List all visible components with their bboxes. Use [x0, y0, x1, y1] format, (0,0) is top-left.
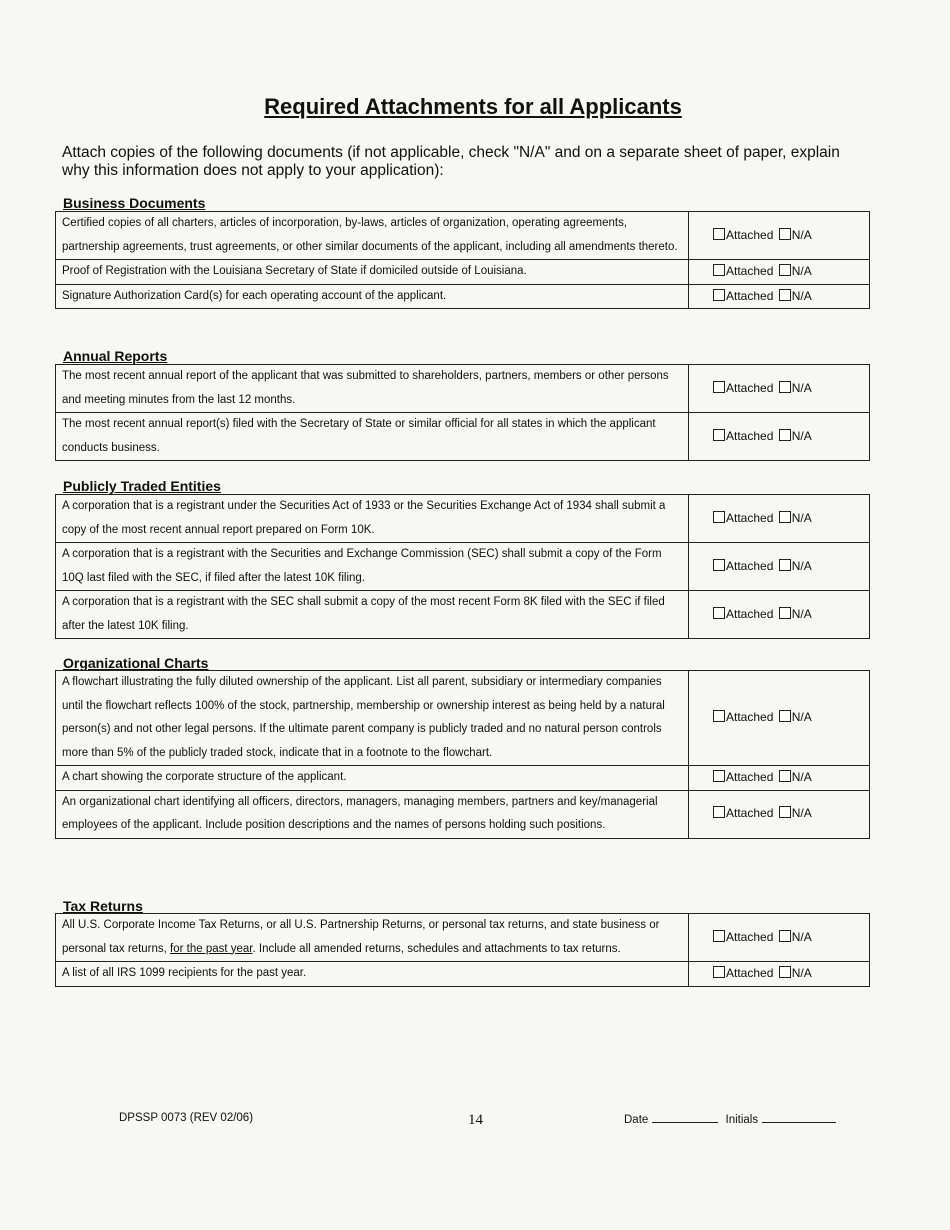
initials-line[interactable]	[762, 1112, 836, 1123]
row-description: A corporation that is a registrant with the Securities and Exchange Commission (SEC) shall submit a copy of the Form 10Q last filed with the SEC, if filed after the latest 10K filing.	[56, 543, 689, 591]
na-checkbox[interactable]	[779, 429, 791, 441]
checkbox-cell	[689, 212, 870, 260]
checkbox-cell	[689, 365, 870, 413]
na-checkbox[interactable]	[779, 806, 791, 818]
row-description: A chart showing the corporate structure of the applicant.	[56, 766, 689, 791]
table-row	[56, 591, 870, 639]
checkbox-cell	[689, 671, 870, 766]
attached-checkbox[interactable]	[713, 770, 725, 782]
row-description: A flowchart illustrating the fully diluted ownership of the applicant. List all parent, subsidiary or intermediary companies until the flowchart reflects 100% of the stock, partnership, membership or ownership interest as being held by a natural person(s) and not other legal persons. If the ultimate parent company is publicly traded and no natural person controls more than 5% of the publicly traded stock, indicate that in a footnote to the flowchart.	[56, 671, 689, 766]
intro-instructions: Attach copies of the following documents (if not applicable, check "N/A" and on a separate sheet of paper, explain why this information does not apply to your application):	[62, 144, 840, 179]
na-checkbox[interactable]	[779, 559, 791, 571]
row-text-after: . Include all amended returns, schedules and attachments to tax returns.	[252, 942, 621, 955]
annual-reports-table	[55, 364, 870, 461]
business-documents-table	[55, 211, 870, 309]
checkbox-cell	[689, 495, 870, 543]
form-id: DPSSP 0073 (REV 02/06)	[119, 1112, 254, 1124]
checkbox-cell	[689, 914, 870, 962]
checkbox-cell	[689, 260, 870, 285]
row-description: A corporation that is a registrant under the Securities Act of 1933 or the Securities Exchange Act of 1934 shall submit a copy of the most recent annual report prepared on Form 10K.	[56, 495, 689, 543]
na-label: N/A	[791, 710, 812, 725]
attached-checkbox[interactable]	[713, 264, 725, 276]
table-row	[56, 212, 870, 260]
publicly-traded-entities-table	[55, 494, 870, 639]
attached-label: Attached	[726, 558, 774, 573]
attached-label: Attached	[726, 770, 774, 784]
na-label: N/A	[791, 558, 812, 573]
section-title-annual-reports: Annual Reports	[63, 348, 168, 364]
attached-label: Attached	[726, 929, 774, 944]
na-label: N/A	[791, 966, 812, 980]
table-row	[56, 413, 870, 461]
attached-checkbox[interactable]	[713, 607, 725, 619]
checkbox-cell	[689, 284, 870, 309]
checkbox-cell	[689, 962, 870, 987]
row-description: The most recent annual report(s) filed with the Secretary of State or similar official for all states in which the applicant conducts business.	[56, 413, 689, 461]
attached-label: Attached	[726, 428, 774, 443]
tax-returns-table	[55, 913, 870, 987]
na-checkbox[interactable]	[779, 966, 791, 978]
attached-label: Attached	[726, 227, 774, 242]
table-row	[56, 766, 870, 791]
attached-label: Attached	[726, 380, 774, 395]
row-description: A list of all IRS 1099 recipients for the past year.	[56, 962, 689, 987]
attached-label: Attached	[726, 510, 774, 525]
row-description: A corporation that is a registrant with the SEC shall submit a copy of the most recent Form 8K filed with the SEC if filed after the latest 10K filing.	[56, 591, 689, 639]
attached-label: Attached	[726, 606, 774, 621]
attached-checkbox[interactable]	[713, 429, 725, 441]
na-checkbox[interactable]	[779, 264, 791, 276]
table-row	[56, 962, 870, 987]
row-description	[56, 914, 689, 962]
row-description: An organizational chart identifying all officers, directors, managers, managing members, partners and key/managerial employees of the applicant. Include position descriptions and the names of persons holding such positions.	[56, 790, 689, 838]
attached-checkbox[interactable]	[713, 710, 725, 722]
na-label: N/A	[791, 806, 812, 821]
na-label: N/A	[791, 264, 812, 278]
na-label: N/A	[791, 510, 812, 525]
date-line[interactable]	[652, 1112, 718, 1123]
row-description: Signature Authorization Card(s) for each operating account of the applicant.	[56, 284, 689, 309]
table-row	[56, 671, 870, 766]
na-checkbox[interactable]	[779, 381, 791, 393]
attached-label: Attached	[726, 288, 774, 303]
checkbox-cell	[689, 413, 870, 461]
date-label: Date	[624, 1114, 649, 1126]
row-description: Certified copies of all charters, articles of incorporation, by-laws, articles of organization, operating agreements, partnership agreements, trust agreements, or other similar documents of the applicant, including all amendments thereto.	[56, 212, 689, 260]
row-text-before: All U.S. Corporate Income Tax Returns, or all U.S. Partnership Returns, or personal tax returns, and state business or personal tax returns,	[62, 919, 660, 955]
attached-checkbox[interactable]	[713, 289, 725, 301]
table-row	[56, 790, 870, 838]
attached-checkbox[interactable]	[713, 559, 725, 571]
section-title-tax-returns: Tax Returns	[63, 898, 143, 914]
attached-label: Attached	[726, 264, 774, 278]
na-checkbox[interactable]	[779, 289, 791, 301]
row-description: The most recent annual report of the applicant that was submitted to shareholders, partners, members or other persons and meeting minutes from the last 12 months.	[56, 365, 689, 413]
table-row	[56, 914, 870, 962]
na-label: N/A	[791, 606, 812, 621]
table-row	[56, 284, 870, 309]
table-row	[56, 543, 870, 591]
attached-label: Attached	[726, 710, 774, 725]
na-label: N/A	[791, 929, 812, 944]
checkbox-cell	[689, 543, 870, 591]
attached-checkbox[interactable]	[713, 930, 725, 942]
checkbox-cell	[689, 790, 870, 838]
na-label: N/A	[791, 770, 812, 784]
attached-label: Attached	[726, 806, 774, 821]
checkbox-cell	[689, 591, 870, 639]
initials-label: Initials	[725, 1114, 759, 1126]
section-title-publicly-traded-entities: Publicly Traded Entities	[63, 478, 221, 494]
attached-checkbox[interactable]	[713, 806, 725, 818]
na-checkbox[interactable]	[779, 770, 791, 782]
table-row	[56, 260, 870, 285]
row-description: Proof of Registration with the Louisiana Secretary of State if domiciled outside of Louisiana.	[56, 260, 689, 285]
na-label: N/A	[791, 380, 812, 395]
signoff-fields	[624, 1112, 836, 1126]
checkbox-cell	[689, 766, 870, 791]
row-text-underlined: for the past year	[170, 942, 253, 955]
page-number: 14	[468, 1112, 483, 1128]
na-checkbox[interactable]	[779, 511, 791, 523]
section-title-organizational-charts: Organizational Charts	[63, 655, 209, 671]
table-row	[56, 365, 870, 413]
na-label: N/A	[791, 428, 812, 443]
na-label: N/A	[791, 288, 812, 303]
table-row	[56, 495, 870, 543]
attached-checkbox[interactable]	[713, 228, 725, 240]
na-checkbox[interactable]	[779, 930, 791, 942]
attached-checkbox[interactable]	[713, 511, 725, 523]
attached-label: Attached	[726, 966, 774, 980]
attached-checkbox[interactable]	[713, 966, 725, 978]
na-checkbox[interactable]	[779, 228, 791, 240]
organizational-charts-table	[55, 670, 870, 839]
na-checkbox[interactable]	[779, 607, 791, 619]
na-checkbox[interactable]	[779, 710, 791, 722]
page-title: Required Attachments for all Applicants	[264, 94, 682, 119]
attached-checkbox[interactable]	[713, 381, 725, 393]
section-title-business-documents: Business Documents	[63, 195, 206, 211]
na-label: N/A	[791, 227, 812, 242]
